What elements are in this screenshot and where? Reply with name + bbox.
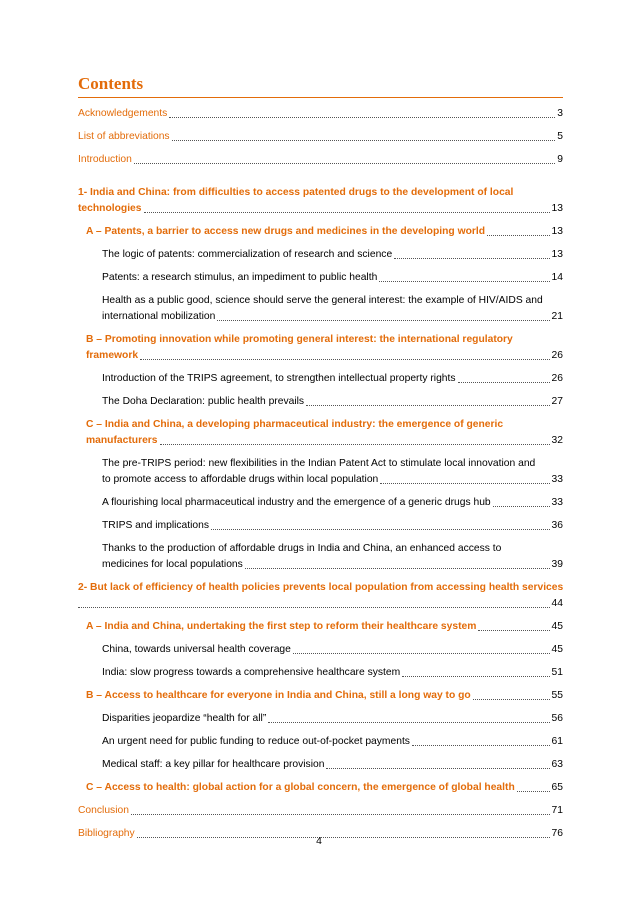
toc-chapter-2[interactable]: 2- But lack of efficiency of health policies prevents local population from accessing health services 44 — [78, 582, 564, 609]
toc-subsection[interactable]: Medical staff: a key pillar for healthcare provision 63 — [102, 759, 563, 770]
toc-section-1a[interactable]: A – Patents, a barrier to access new drugs and medicines in the developing world 13 — [86, 226, 563, 237]
toc-subsection[interactable]: The Doha Declaration: public health prevails 27 — [102, 396, 563, 407]
toc-subsection[interactable]: China, towards universal health coverage 45 — [102, 644, 563, 655]
toc-subsection[interactable]: India: slow progress towards a comprehensive healthcare system 51 — [102, 667, 563, 678]
toc-subsection[interactable]: Health as a public good, science should serve the general interest: the example of HIV/AIDS and international mobilization 21 — [102, 295, 563, 322]
toc-subsection[interactable]: The logic of patents: commercialization of research and science 13 — [102, 249, 563, 260]
table-of-contents — [78, 74, 563, 849]
toc-subsection[interactable]: The pre-TRIPS period: new flexibilities in the Indian Patent Act to stimulate local innovation and to promote access to affordable drugs within local population 33 — [102, 458, 563, 485]
toc-subsection[interactable]: Thanks to the production of affordable drugs in India and China, an enhanced access to medicines for local populations 39 — [102, 543, 563, 570]
toc-entry-abbreviations[interactable]: List of abbreviations 5 — [78, 131, 563, 142]
toc-subsection[interactable]: Patents: a research stimulus, an impediment to public health 14 — [102, 272, 563, 283]
toc-subsection[interactable]: TRIPS and implications 36 — [102, 520, 563, 531]
toc-entry-bibliography[interactable]: Bibliography 76 — [78, 828, 563, 839]
toc-entry-introduction[interactable]: Introduction 9 — [78, 154, 563, 165]
toc-section-2c[interactable]: C – Access to health: global action for a global concern, the emergence of global health 65 — [86, 782, 563, 793]
toc-subsection[interactable]: Introduction of the TRIPS agreement, to strengthen intellectual property rights 26 — [102, 373, 563, 384]
toc-subsection[interactable]: A flourishing local pharmaceutical industry and the emergence of a generic drugs hub 33 — [102, 497, 563, 508]
toc-section-1c[interactable]: C – India and China, a developing pharmaceutical industry: the emergence of generic manufacturers 32 — [86, 419, 563, 446]
toc-section-2b[interactable]: B – Access to healthcare for everyone in India and China, still a long way to go 55 — [86, 690, 563, 701]
page-number: 4 — [316, 836, 322, 847]
toc-section-2a[interactable]: A – India and China, undertaking the first step to reform their healthcare system 45 — [86, 621, 563, 632]
toc-chapter-1[interactable]: 1- India and China: from difficulties to access patented drugs to the development of local technologies 13 — [78, 187, 563, 214]
toc-subsection[interactable]: Disparities jeopardize “health for all” 56 — [102, 713, 563, 724]
toc-entry-acknowledgements[interactable]: Acknowledgements 3 — [78, 108, 563, 119]
toc-entry-conclusion[interactable]: Conclusion 71 — [78, 805, 563, 816]
toc-section-1b[interactable]: B – Promoting innovation while promoting general interest: the international regulatory framework 26 — [86, 334, 563, 361]
toc-subsection[interactable]: An urgent need for public funding to reduce out-of-pocket payments 61 — [102, 736, 563, 747]
contents-heading: Contents — [78, 74, 563, 98]
